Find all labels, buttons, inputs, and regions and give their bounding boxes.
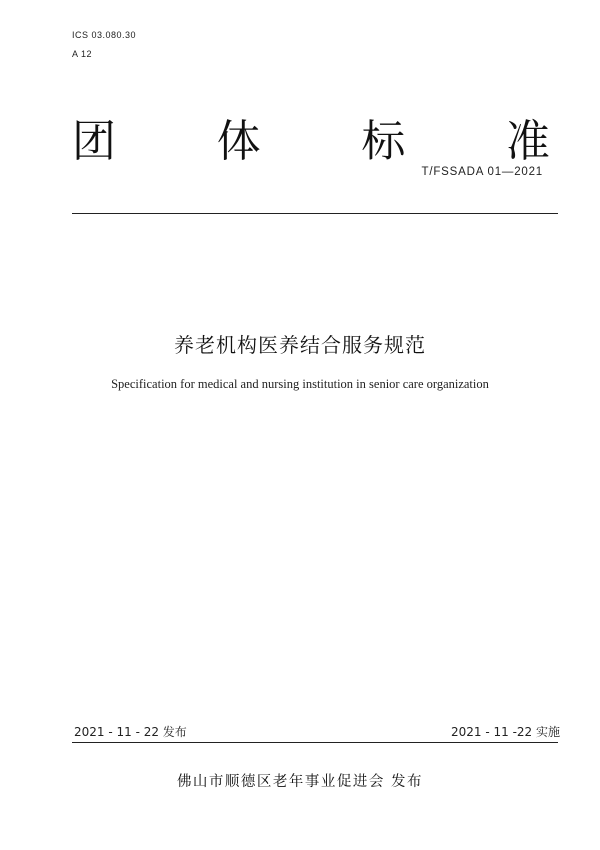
publisher: 佛山市顺德区老年事业促进会 发布 <box>176 774 424 790</box>
standard-type-banner <box>72 118 550 166</box>
top-divider <box>72 213 558 214</box>
bottom-divider <box>72 742 558 743</box>
ccs-code: A 12 <box>72 49 93 59</box>
issue-date: 2021 - 11 - 22 发布 <box>74 725 187 739</box>
ics-code: ICS 03.080.30 <box>72 30 137 40</box>
document-title-zh: 养老机构医养结合服务规范 <box>174 333 426 357</box>
banner-char-2: 体 <box>216 116 261 167</box>
banner-char-3: 标 <box>361 116 406 167</box>
banner-char-1: 团 <box>72 116 116 167</box>
document-title-en: Specification for medical and nursing institution in senior care organization <box>111 377 489 391</box>
implementation-date: 2021 - 11 -22 实施 <box>451 725 560 739</box>
standard-number: T/FSSADA 01—2021 <box>421 166 543 178</box>
banner-char-4: 准 <box>505 116 550 167</box>
